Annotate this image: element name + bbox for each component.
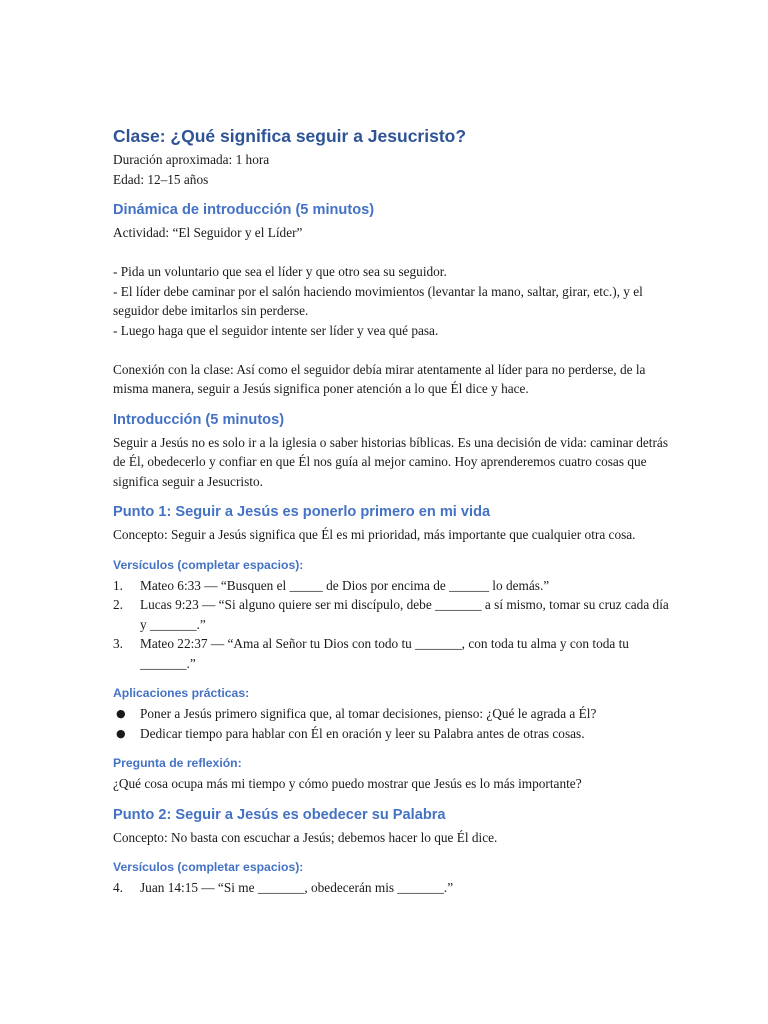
reflection-heading: Pregunta de reflexión: bbox=[113, 756, 242, 770]
duration-line: Duración aproximada: 1 hora bbox=[113, 152, 270, 167]
list-item bbox=[113, 724, 673, 744]
introduction-paragraph: Seguir a Jesús no es solo ir a la iglesia o saber historias bíblicas. Es una decisión de vida: caminar detrás de Él, obedecerlo y confiar en que Él nos guía al mejor camino. Hoy aprenderemos cuatro cosas que significa seguir a Jesucristo. bbox=[113, 434, 669, 489]
connection-paragraph: Conexión con la clase: Así como el seguidor debía mirar atentamente al líder para no perderse, de la misma manera, seguir a Jesús significa poner atención a lo que Él dice y hace. bbox=[113, 361, 646, 396]
list-number: 2. bbox=[113, 597, 123, 612]
section-heading-dinamica: Dinámica de introducción (5 minutos) bbox=[113, 202, 375, 218]
verse-text: Lucas 9:23 — “Si alguno quiere ser mi discípulo, debe _______ a sí mismo, tomar su cruz cada día y _______.” bbox=[140, 597, 669, 632]
verse-text: Juan 14:15 — “Si me _______, obedecerán mis _______.” bbox=[140, 880, 454, 895]
spacer bbox=[113, 340, 673, 360]
application-text: Dedicar tiempo para hablar con Él en oración y leer su Palabra antes de otras cosas. bbox=[140, 725, 585, 741]
verses-heading: Versículos (completar espacios): bbox=[113, 557, 304, 572]
section-heading-punto1: Punto 1: Seguir a Jesús es ponerlo primero en mi vida bbox=[113, 504, 491, 520]
spacer bbox=[113, 243, 673, 263]
page-title: Clase: ¿Qué significa seguir a Jesucristo? bbox=[113, 126, 467, 146]
concept-paragraph: Concepto: Seguir a Jesús significa que Él es mi prioridad, más importante que cualquier otra cosa. bbox=[113, 527, 636, 542]
list-item bbox=[113, 595, 673, 634]
applications-heading: Aplicaciones prácticas: bbox=[113, 686, 250, 700]
verses-list bbox=[113, 576, 673, 674]
dinamica-step: - El líder debe caminar por el salón haciendo movimientos (levantar la mano, saltar, girar, etc.), y el seguidor debe imitarlos sin perderse. bbox=[113, 283, 643, 318]
verses-list bbox=[113, 878, 673, 898]
section-heading-introduccion: Introducción (5 minutos) bbox=[113, 411, 285, 428]
reflection-question: ¿Qué cosa ocupa más mi tiempo y cómo puedo mostrar que Jesús es lo más importante? bbox=[113, 776, 582, 791]
bullet-icon: ● bbox=[116, 726, 126, 740]
verse-text: Mateo 22:37 — “Ama al Señor tu Dios con todo tu _______, con toda tu alma y con toda tu _______.” bbox=[140, 636, 629, 671]
bullet-icon: ● bbox=[116, 707, 126, 720]
activity-line: Actividad: “El Seguidor y el Líder” bbox=[113, 225, 303, 240]
list-item bbox=[113, 634, 673, 673]
section-heading-punto2: Punto 2: Seguir a Jesús es obedecer su Palabra bbox=[113, 806, 446, 823]
age-line: Edad: 12–15 años bbox=[113, 171, 209, 187]
verse-text: Mateo 6:33 — “Busquen el _____ de Dios por encima de ______ lo demás.” bbox=[140, 577, 550, 593]
verses-heading: Versículos (completar espacios): bbox=[113, 860, 304, 874]
applications-list bbox=[113, 704, 673, 743]
concept-paragraph: Concepto: No basta con escuchar a Jesús; debemos hacer lo que Él dice. bbox=[113, 829, 498, 845]
dinamica-step: - Pida un voluntario que sea el líder y que otro sea su seguidor. bbox=[113, 264, 447, 279]
list-number: 4. bbox=[113, 880, 123, 895]
list-item bbox=[113, 704, 673, 724]
document-content bbox=[113, 124, 673, 898]
list-item bbox=[113, 878, 673, 898]
list-number: 3. bbox=[113, 636, 123, 651]
list-item bbox=[113, 576, 673, 596]
dinamica-step: - Luego haga que el seguidor intente ser líder y vea qué pasa. bbox=[113, 322, 439, 338]
application-text: Poner a Jesús primero significa que, al tomar decisiones, pienso: ¿Qué le agrada a Él? bbox=[140, 706, 597, 721]
list-number: 1. bbox=[113, 577, 123, 593]
